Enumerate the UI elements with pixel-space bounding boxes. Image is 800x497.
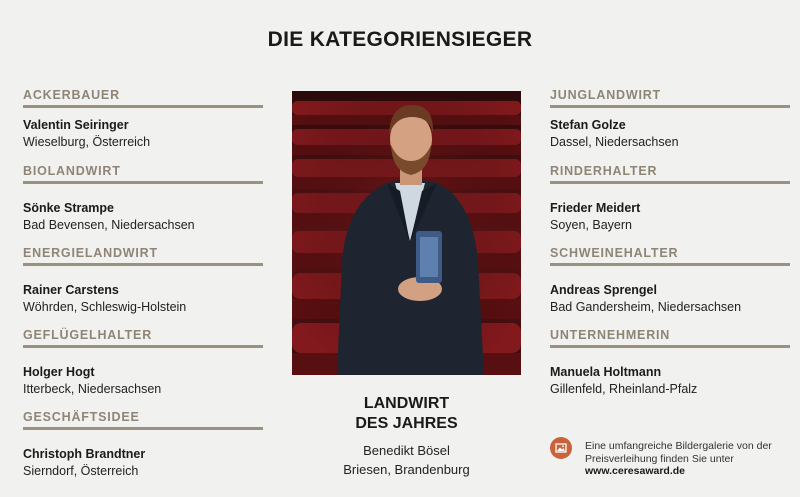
category-label: GEFLÜGELHALTER [23, 328, 153, 342]
category-divider [23, 181, 263, 184]
winner-name: Christoph Brandtner [23, 447, 146, 461]
winner-name: Frieder Meidert [550, 201, 641, 215]
gallery-note-line1: Eine umfangreiche Bildergalerie von der [585, 440, 772, 452]
category-divider [23, 345, 263, 348]
winner-name: Manuela Holtmann [550, 365, 662, 379]
category-block-gefluegelhalter [23, 328, 263, 396]
category-block-junglandwirt [550, 88, 790, 149]
category-label: JUNGLANDWIRT [550, 88, 661, 102]
category-block-biolandwirt [23, 164, 263, 232]
winner-name: Stefan Golze [550, 118, 626, 132]
category-label: ENERGIELANDWIRT [23, 246, 158, 260]
page-title: DIE KATEGORIENSIEGER [267, 28, 533, 51]
gallery-note [585, 440, 790, 478]
category-block-rinderhalter [550, 164, 790, 232]
featured-winner-location: Briesen, Brandenburg [343, 462, 470, 477]
winner-location: Itterbeck, Niedersachsen [23, 382, 162, 396]
winner-portrait-photo [292, 91, 521, 375]
category-label: RINDERHALTER [550, 164, 658, 178]
category-label: ACKERBAUER [23, 88, 120, 102]
category-label: SCHWEINEHALTER [550, 246, 679, 260]
category-divider [550, 105, 790, 108]
category-divider [23, 105, 263, 108]
winner-location: Sierndorf, Österreich [23, 464, 139, 478]
category-divider [550, 345, 790, 348]
category-block-energielandwirt [23, 246, 263, 314]
winner-location: Bad Bevensen, Niedersachsen [23, 218, 195, 232]
category-divider [23, 427, 263, 430]
category-block-geschaeftsidee [23, 410, 263, 478]
winner-name: Holger Hogt [23, 365, 95, 379]
gallery-url-link[interactable]: www.ceresaward.de [585, 465, 685, 477]
category-label: BIOLANDWIRT [23, 164, 121, 178]
winner-location: Wöhrden, Schleswig-Holstein [23, 300, 187, 314]
featured-title-line2: DES JAHRES [355, 415, 458, 432]
category-divider [550, 181, 790, 184]
winner-name: Valentin Seiringer [23, 118, 129, 132]
category-label: GESCHÄFTSIDEE [23, 410, 140, 424]
winner-location: Soyen, Bayern [550, 218, 632, 232]
gallery-note-line2: Preisverleihung finden Sie unter [585, 452, 734, 465]
category-divider [23, 263, 263, 266]
winner-name: Andreas Sprengel [550, 283, 657, 297]
winner-name: Rainer Carstens [23, 283, 119, 297]
category-block-ackerbauer [23, 88, 263, 149]
winner-location: Wieselburg, Österreich [23, 135, 151, 149]
winner-name: Sönke Strampe [23, 201, 115, 215]
featured-winner-name: Benedikt Bösel [363, 443, 450, 458]
image-gallery-icon [550, 437, 572, 459]
category-label: UNTERNEHMERIN [550, 328, 671, 342]
winner-location: Gillenfeld, Rheinland-Pfalz [550, 382, 698, 396]
winner-location: Bad Gandersheim, Niedersachsen [550, 300, 742, 314]
winner-location: Dassel, Niedersachsen [550, 135, 679, 149]
category-block-schweinehalter [550, 246, 790, 314]
category-divider [550, 263, 790, 266]
featured-title-line1: LANDWIRT [363, 395, 450, 412]
category-block-unternehmerin [550, 328, 790, 396]
